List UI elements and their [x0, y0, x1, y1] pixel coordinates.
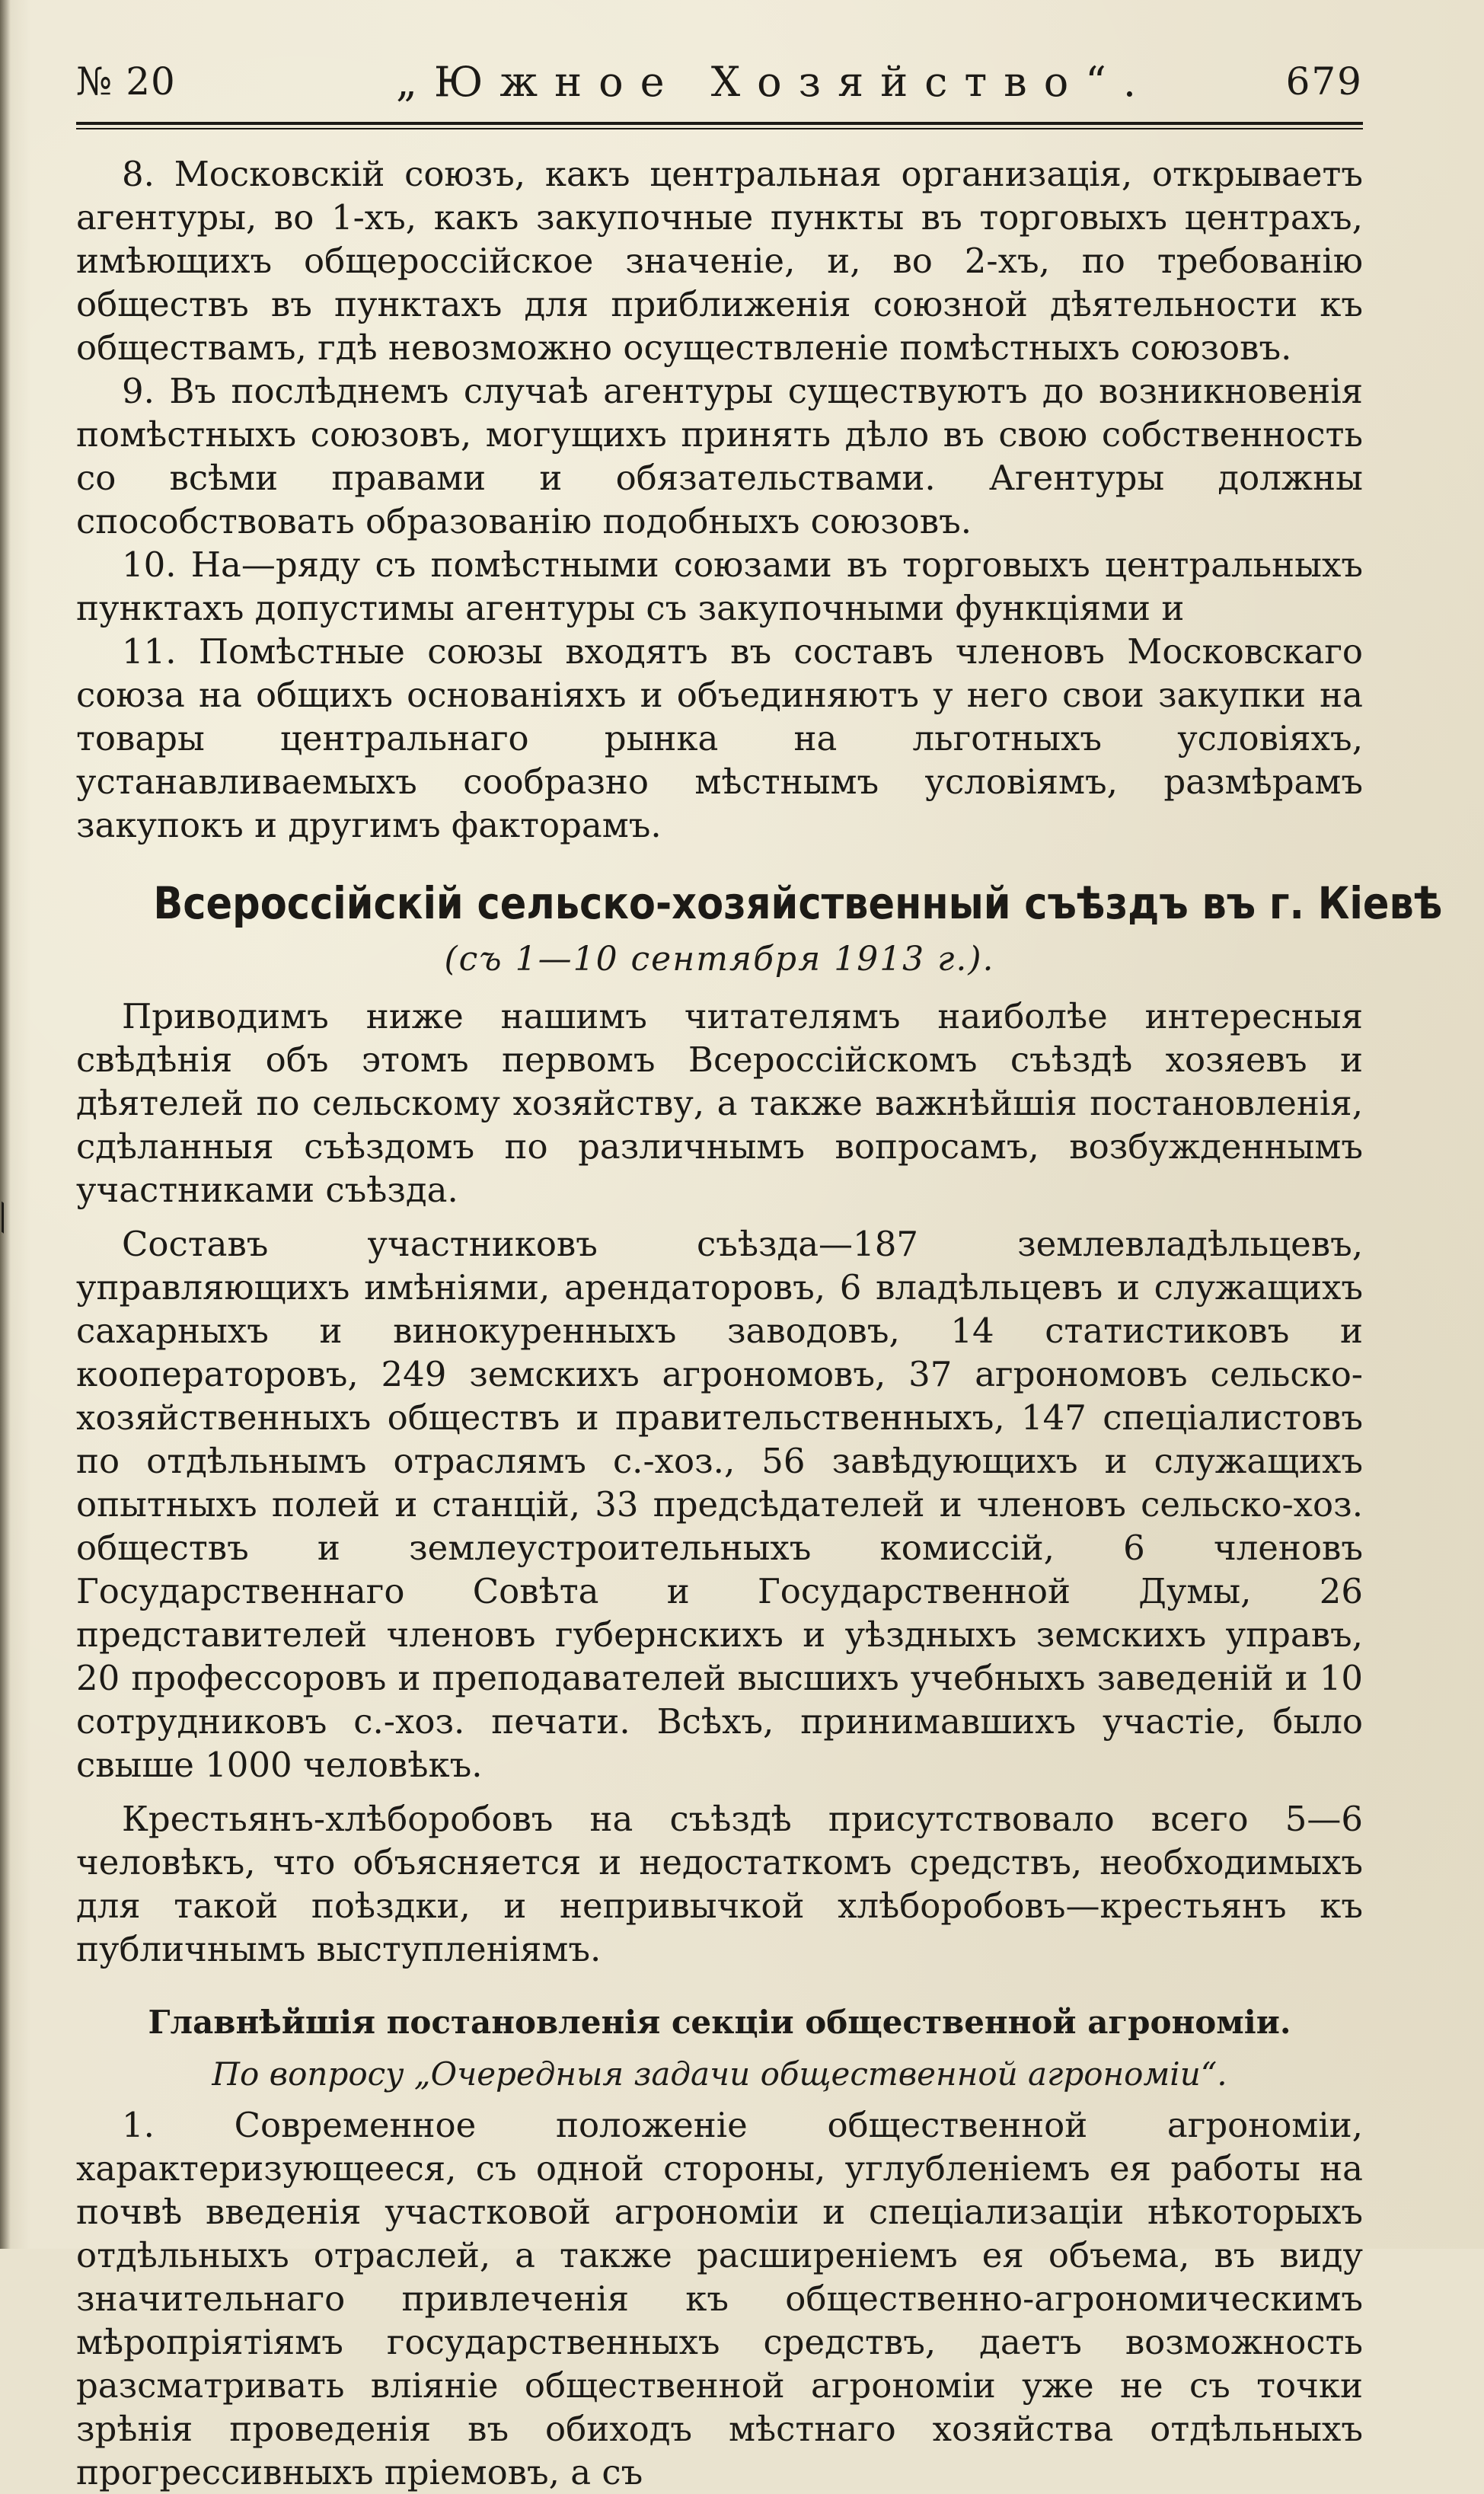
paragraph-10: 10. На—ряду съ помѣстными союзами въ торговыхъ центральныхъ пунктахъ допустимы агентуры съ закупочными функціями и — [76, 544, 1363, 628]
composition-paragraph: Составъ участниковъ съѣзда—187 землевладѣльцевъ, управляющихъ имѣніями, арендаторовъ, 6 владѣльцевъ и служащихъ сахарныхъ и винокуренныхъ заводовъ, 14 статистиковъ и кооператоровъ, 249 земскихъ агрономовъ, 37 агрономовъ сельско-хозяйственныхъ обществъ и правительственныхъ, 147 спеціалистовъ по отдѣльнымъ отраслямъ с.-хоз., 56 завѣдующихъ и служащихъ опытныхъ полей и станцій, 33 предсѣдателей и членовъ сельско-хоз. обществъ и землеустроительныхъ комиссій, 6 членовъ Государственнаго Совѣта и Государственной Думы, 26 представителей членовъ губернскихъ и уѣздныхъ земскихъ управъ, 20 профессоровъ и преподавателей высшихъ учебныхъ заведеній и 10 сотрудниковъ с.-хоз. печати. Всѣхъ, принимавшихъ участіе, было свыше 1000 человѣкъ. — [76, 1224, 1363, 1785]
article-body — [76, 152, 1443, 2494]
issue-number: № 20 — [76, 59, 176, 104]
subsection-heading: Главнѣйшія постановленія секціи общественной агрономіи. — [148, 2004, 1291, 2041]
header-rule-thin — [76, 128, 1363, 129]
intro-paragraph: Приводимъ ниже нашимъ читателямъ наиболѣе интересныя свѣдѣнія объ этомъ первомъ Всероссійскомъ съѣздѣ хозяевъ и дѣятелей по сельскому хозяйству, а также важнѣйшія постановленія, сдѣланныя съѣздомъ по различнымъ вопросамъ, возбужденнымъ участниками съѣзда. — [76, 996, 1363, 1210]
running-header — [76, 53, 1363, 122]
paragraph-8: 8. Московскій союзъ, какъ центральная организація, открываетъ агентуры, во 1-хъ, какъ закупочные пункты въ торговыхъ центрахъ, имѣющихъ общероссійское значеніе, и, во 2-хъ, по требованію обществъ въ пунктахъ для приближенія союзной дѣятельности къ обществамъ, гдѣ невозможно осуществленіе помѣстныхъ союзовъ. — [76, 154, 1363, 368]
page-number: 679 — [1285, 59, 1363, 104]
paragraph-11: 11. Помѣстные союзы входятъ въ составъ членовъ Московскаго союза на общихъ основаніяхъ и объединяютъ у него свои закупки на товары центральнаго рынка на льготныхъ условіяхъ, устанавливаемыхъ сообразно мѣстнымъ условіямъ, размѣрамъ закупокъ и другимъ факторамъ. — [76, 631, 1363, 845]
header-rule-thick — [76, 122, 1363, 125]
binding-shadow — [0, 0, 11, 2249]
paragraph-9: 9. Въ послѣднемъ случаѣ агентуры существуютъ до возникновенія помѣстныхъ союзовъ, могущихъ принять дѣло въ свою собственность со всѣми правами и обязательствами. Агентуры должны способствовать образованію подобныхъ союзовъ. — [76, 371, 1363, 541]
subsection-question: По вопросу „Очередныя задачи общественной агрономіи“. — [212, 2055, 1227, 2093]
journal-title: „Южное Хозяйство“. — [396, 58, 1153, 106]
section-title: Всероссійскій сельско-хозяйственный съѣздъ въ г. Кіевѣ — [153, 877, 1443, 929]
resolution-paragraph-1: 1. Современное положеніе общественной агрономіи, характеризующееся, съ одной стороны, углубленіемъ ея работы на почвѣ введенія участковой агрономіи и спеціализаціи нѣкоторыхъ отдѣльныхъ отраслей, а также расширеніемъ ея объема, въ виду значительнаго привлеченія къ общественно-агрономическимъ мѣропріятіямъ государственныхъ средствъ, даетъ возможность разсматривать вліяніе общественной агрономіи уже не съ точки зрѣнія проведенія въ обиходъ мѣстнаго хозяйства отдѣльныхъ прогрессивныхъ пріемовъ, а съ — [76, 2105, 1363, 2492]
peasants-paragraph: Крестьянъ-хлѣборобовъ на съѣздѣ присутствовало всего 5—6 человѣкъ, что объясняется и недостаткомъ средствъ, необходимыхъ для такой поѣздки, и непривычкой хлѣборобовъ—крестьянъ къ публичнымъ выступленіямъ. — [76, 1799, 1363, 1969]
section-date: (съ 1—10 сентября 1913 г.). — [444, 940, 995, 979]
